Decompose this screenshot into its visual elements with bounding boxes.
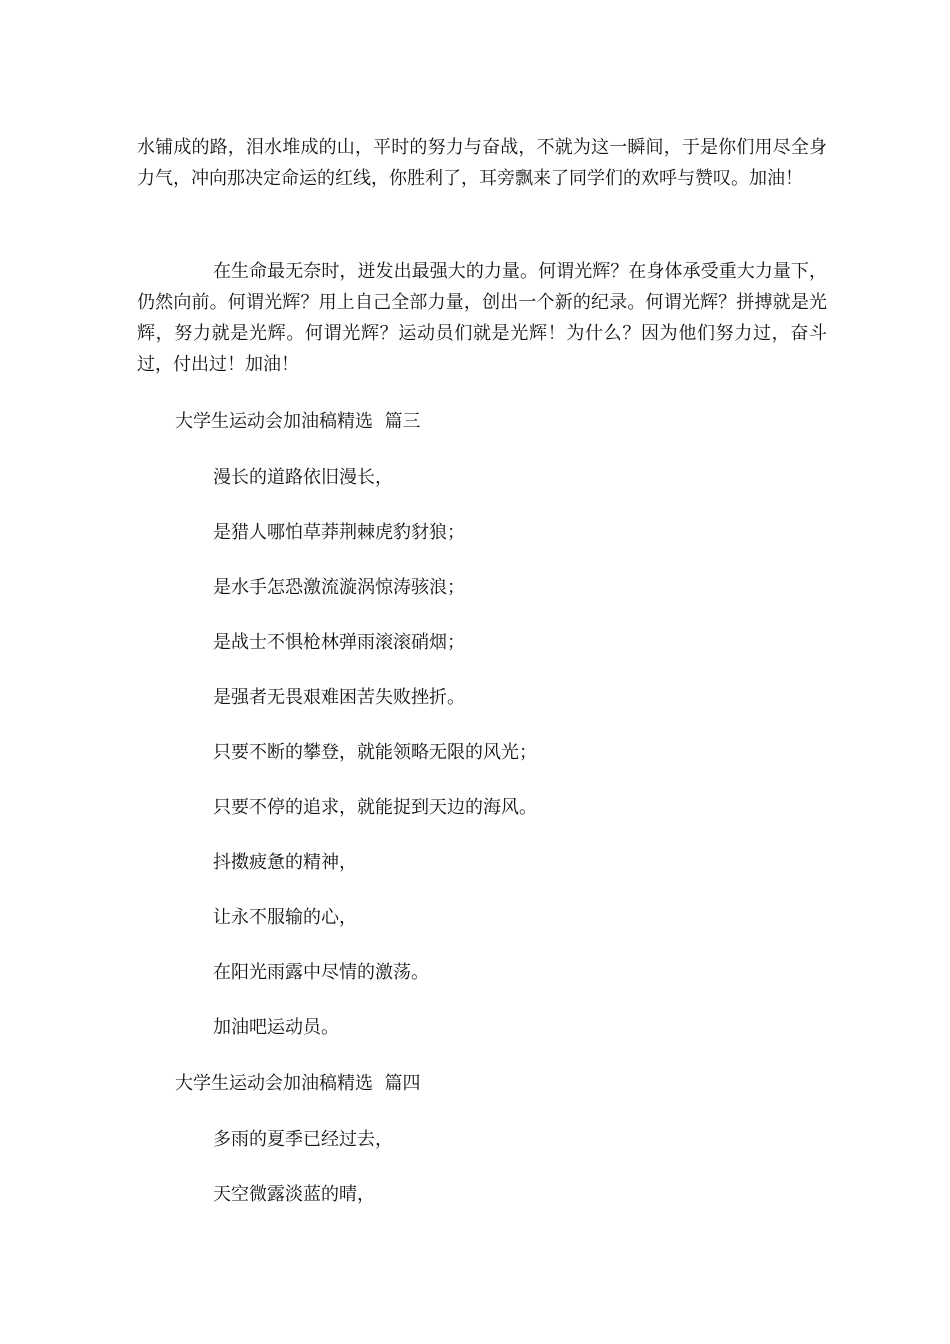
poem-line: 多雨的夏季已经过去， xyxy=(213,1129,393,1150)
poem-line: 加油吧运动员。 xyxy=(213,1017,339,1038)
poem-line: 是猎人哪怕草莽荆棘虎豹豺狼； xyxy=(213,522,465,543)
poem-line: 是战士不惧枪林弹雨滚滚硝烟； xyxy=(213,632,465,653)
poem-line: 在阳光雨露中尽情的激荡。 xyxy=(213,962,429,983)
poem-line: 让永不服输的心， xyxy=(213,907,357,928)
section-heading-part-three: 大学生运动会加油稿精选 篇三 xyxy=(175,411,421,432)
poem-line: 天空微露淡蓝的晴， xyxy=(213,1184,375,1205)
poem-line: 漫长的道路依旧漫长， xyxy=(213,467,393,488)
section-heading-part-four: 大学生运动会加油稿精选 篇四 xyxy=(175,1073,421,1094)
paragraph-glory: 在生命最无奈时，迸发出最强大的力量。何谓光辉？在身体承受重大力量下，仍然向前。何谓光辉？用上自己全部力量，创出一个新的纪录。何谓光辉？拼搏就是光辉，努力就是光辉。何谓光辉？运动员们就是光辉！为什么？因为他们努力过，奋斗过，付出过！加油！ xyxy=(137,261,827,375)
poem-line: 只要不断的攀登，就能领略无限的风光； xyxy=(213,742,537,763)
poem-line: 是水手怎恐激流漩涡惊涛骇浪； xyxy=(213,577,465,598)
paragraph-finish-line: 水铺成的路，泪水堆成的山，平时的努力与奋战，不就为这一瞬间，于是你们用尽全身力气，冲向那决定命运的红线，你胜利了，耳旁飘来了同学们的欢呼与赞叹。加油！ xyxy=(137,137,827,189)
poem-line: 抖擞疲惫的精神， xyxy=(213,852,357,873)
poem-line: 是强者无畏艰难困苦失败挫折。 xyxy=(213,687,465,708)
poem-line: 只要不停的追求，就能捉到天边的海风。 xyxy=(213,797,537,818)
